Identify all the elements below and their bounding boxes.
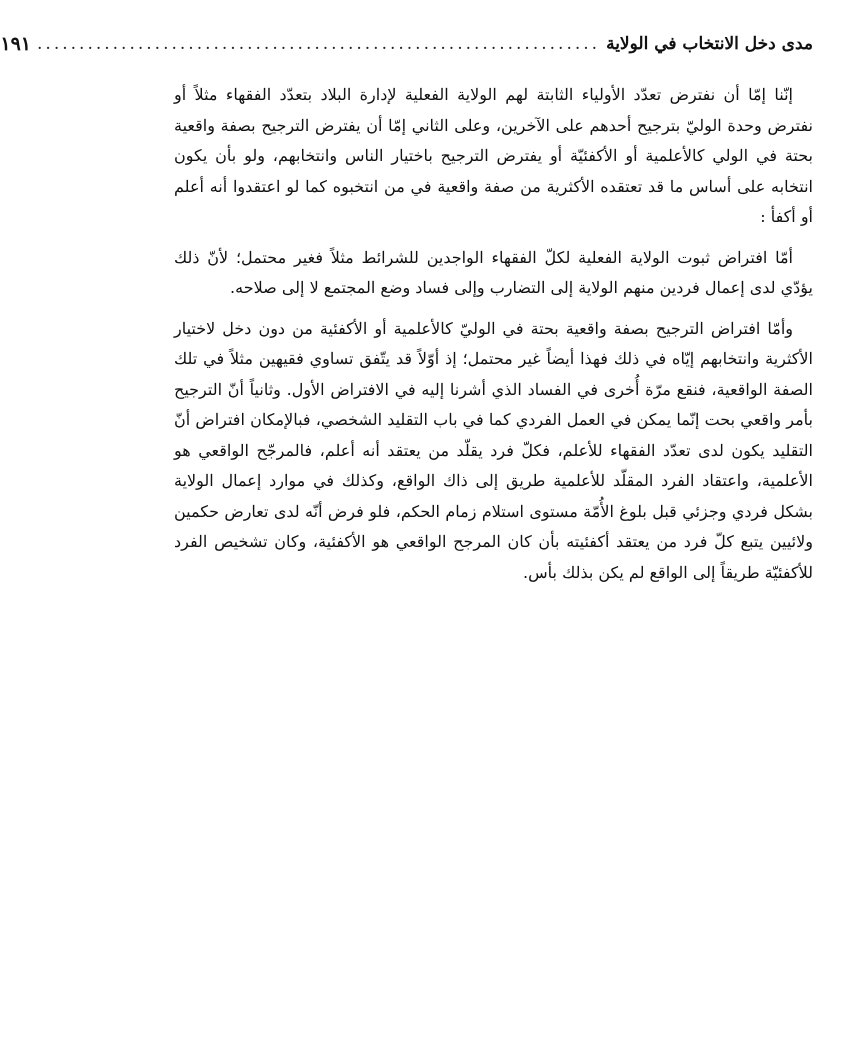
book-page xyxy=(0,22,814,1037)
running-header-leader-dots: ................................................................... xyxy=(37,34,601,54)
running-header xyxy=(0,22,813,58)
page-body xyxy=(174,80,813,588)
paragraph-1: إنّنا إمّا أن نفترض تعدّد الأولياء الثابتة لهم الولاية الفعلية لإدارة البلاد بتعدّد الفقهاء مثلاً أو نفترض وحدة الوليّ بترجيح أحدهم على الآخرين، وعلى الثاني إمّا أن يفترض الترجيح بصفة واقعية بحتة في الولي كالأعلمية أو الأكفئيّة أو يفترض الترجيح باختيار الناس وانتخابهم، ولو بأن يكون انتخابه على أساس ما قد تعتقده الأكثرية من صفة واقعية في من انتخبوه كما لو اعتقدوا أنه أعلم أو أكفأ : xyxy=(174,85,813,226)
paragraph-2: أمّا افتراض ثبوت الولاية الفعلية لكلّ الفقهاء الواجدين للشرائط مثلاً فغير محتمل؛ لأنّ ذلك يؤدّي لدى إعمال فردين منهم الولاية إلى التضارب وإلى فساد وضع المجتمع لا إلى صلاحه. xyxy=(174,247,813,297)
paragraph-3: وأمّا افتراض الترجيح بصفة واقعية بحتة في الوليّ كالأعلمية أو الأكفئية من دون دخل لاختيار الأكثرية وانتخابهم إيّاه في ذلك فهذا أيضاً غير محتمل؛ إذ أوّلاً قد يتّفق تساوي فقيهين مثلاً في تلك الصفة الواقعية، فنقع مرّة أُخرى في الفساد الذي أشرنا إليه في الافتراض الأول. وثانياً أنّ الترجيح بأمر واقعي بحت إنّما يمكن في العمل الفردي كما في باب التقليد الشخصي، فبالإمكان افتراض أنّ التقليد يكون لدى تعدّد الفقهاء للأعلم، فكلّ فرد يقلّد من يعتقد أنه أعلم، فالمرجّح الواقعي هو الأعلمية، واعتقاد الفرد المقلّد للأعلمية طريق إلى ذاك الواقع، وكذلك في موارد إعمال الولاية بشكل فردي وجزئي قبل بلوغ الأُمّة مستوى استلام زمام الحكم، فلو فرض أنّه لدى تعارض حكمين ولائيين يتبع كلّ فرد من يعتقد أكفئيته بأن كان المرجح الواقعي هو الأكفئية، وكان تشخيص الفرد للأكفئيّة طريقاً إلى الواقع لم يكن بذلك بأس. xyxy=(174,318,814,582)
running-header-title: مدى دخل الانتخاب في الولاية xyxy=(606,34,813,54)
page-number: ١٩١ xyxy=(0,33,32,55)
